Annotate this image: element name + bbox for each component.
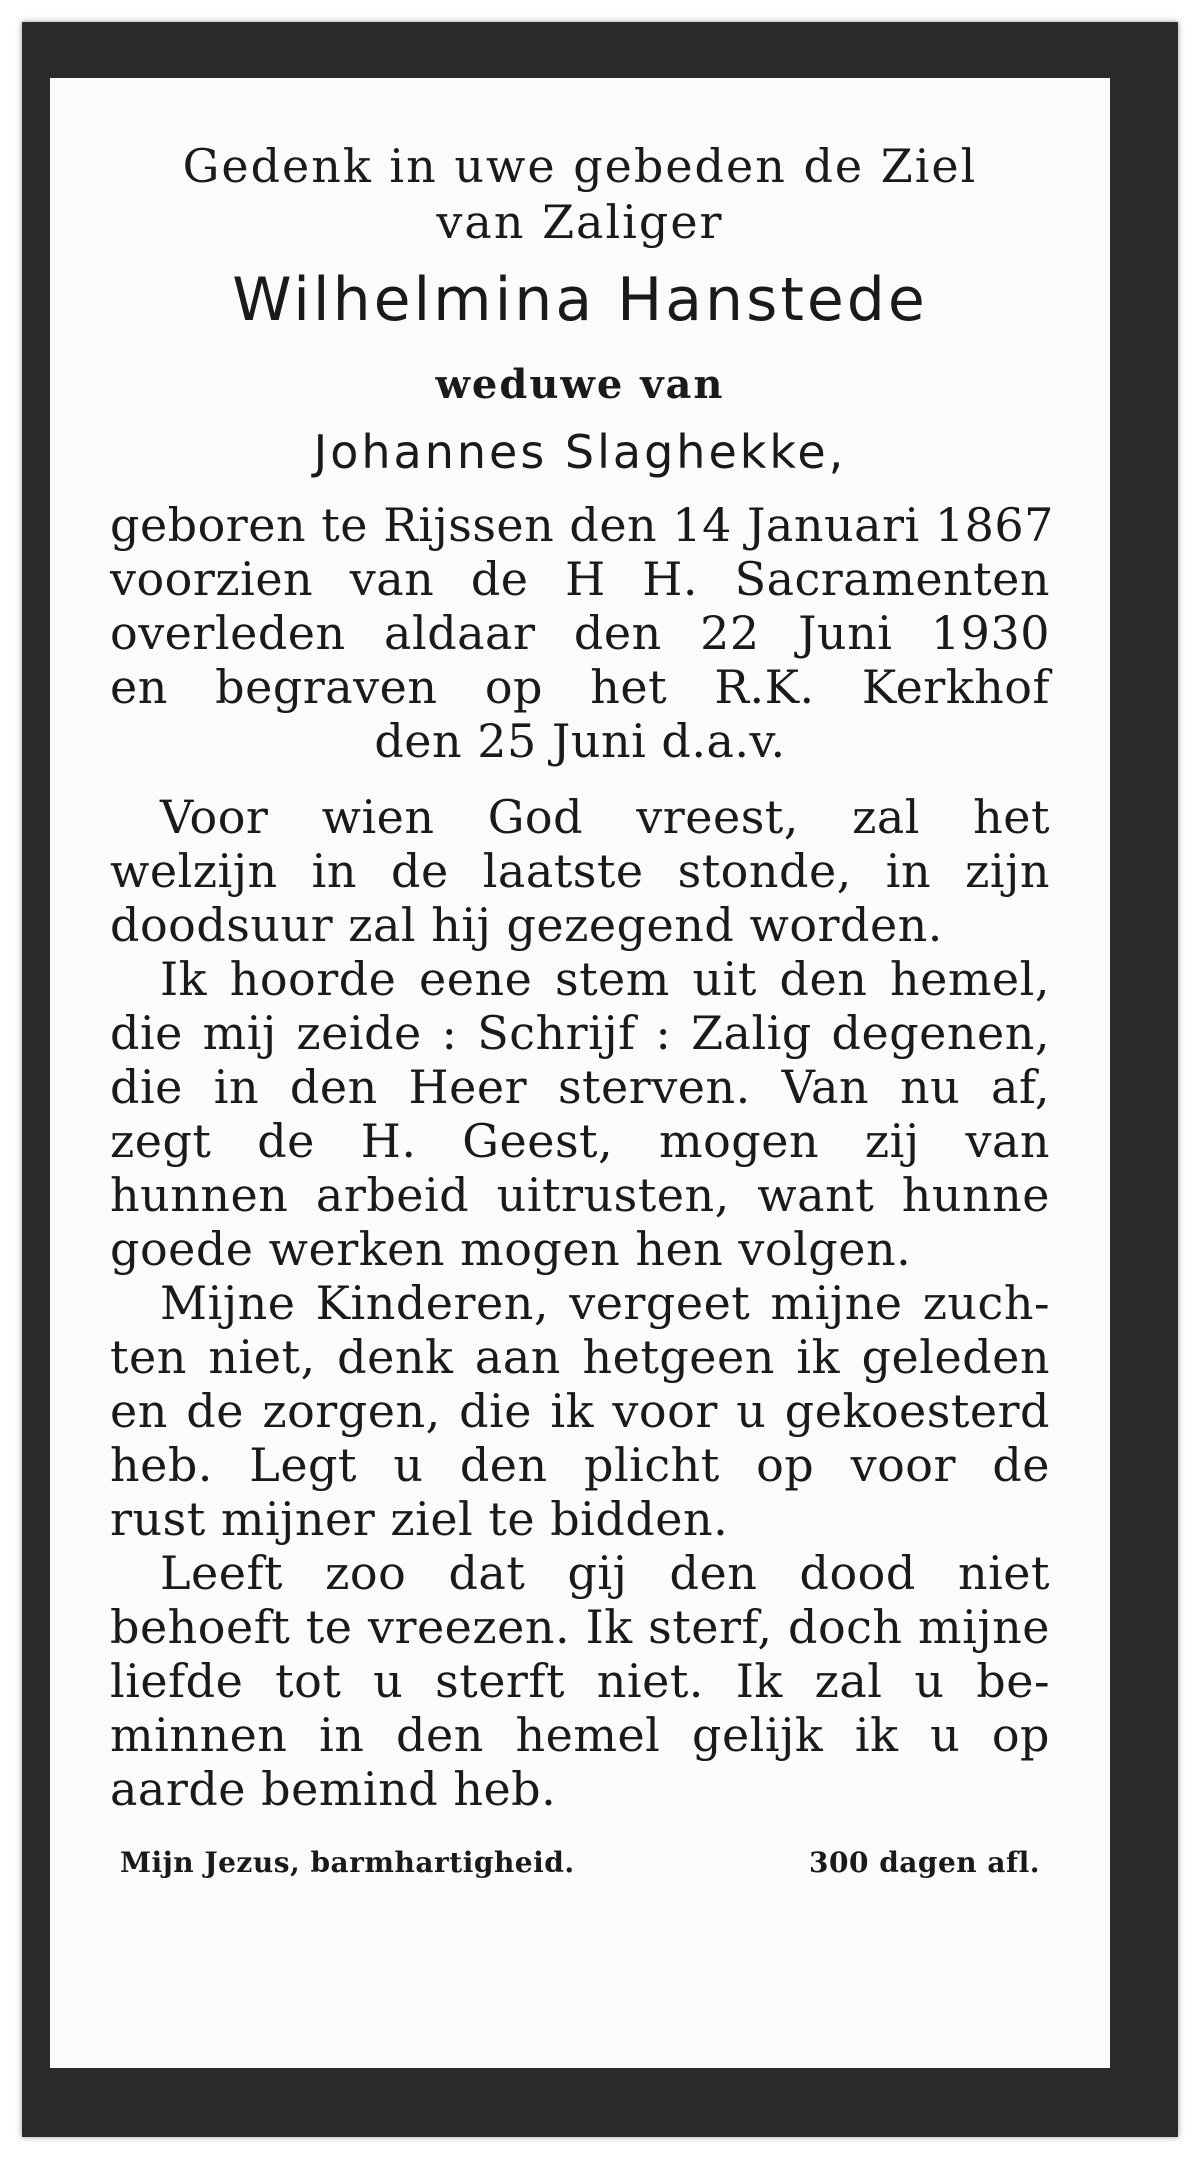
text-line: welzijn in de laatste stonde, in zijn <box>110 844 1050 898</box>
text-line: minnen in den hemel gelijk ik u op <box>110 1708 1050 1762</box>
text-line: rust mijner ziel te bidden. <box>110 1492 729 1546</box>
detail-line: den 25 Juni d.a.v. <box>374 714 786 768</box>
detail-line: en begraven op het R.K. Kerkhof <box>110 660 1050 714</box>
paragraph-3 <box>110 1276 1050 1546</box>
text-line: die mij zeide : Schrijf : Zalig degenen, <box>110 1006 1050 1060</box>
text-line: liefde tot u sterft niet. Ik zal u be- <box>110 1654 1050 1708</box>
paragraph-2 <box>110 952 1050 1276</box>
text-line: die in den Heer sterven. Van nu af, <box>110 1060 1050 1114</box>
text-line: Voor wien God vreest, zal het <box>160 790 1050 844</box>
text-line: behoeft te vreezen. Ik sterf, doch mijne <box>110 1600 1050 1654</box>
text-line: zegt de H. Geest, mogen zij van <box>110 1114 1050 1168</box>
relation-text: weduwe van <box>435 361 725 408</box>
prayer-card-content <box>50 78 1110 2068</box>
paragraph-1 <box>110 790 1050 952</box>
text-line: doodsuur zal hij gezegend worden. <box>110 898 943 952</box>
text-line: heb. Legt u den plicht op voor de <box>110 1438 1050 1492</box>
footer-prayer: Mijn Jezus, barmhartigheid. <box>120 1846 575 1879</box>
footer-indulgence: 300 dagen afl. <box>809 1846 1040 1879</box>
header-line-1: Gedenk in uwe gebeden de Ziel <box>182 139 978 193</box>
text-line: aarde bemind heb. <box>110 1762 557 1816</box>
detail-line: overleden aldaar den 22 Juni 1930 <box>110 606 1050 660</box>
details-block <box>110 498 1054 768</box>
text-line: Ik hoorde eene stem uit den hemel, <box>160 952 1050 1006</box>
footer <box>110 1846 1050 1879</box>
text-line: hunnen arbeid uitrusten, want hunne <box>110 1168 1050 1222</box>
text-line: Leeft zoo dat gij den dood niet <box>160 1546 1050 1600</box>
detail-line: voorzien van de H H. Sacramenten <box>110 552 1050 606</box>
text-line: ten niet, denk aan hetgeen ik geleden <box>110 1330 1050 1384</box>
spouse-name: Johannes Slaghekke, <box>313 425 847 479</box>
header <box>110 138 1050 250</box>
text-line: goede werken mogen hen volgen. <box>110 1222 912 1276</box>
detail-line: geboren te Rijssen den 14 Januari 1867 <box>110 498 1054 552</box>
header-line-2: van Zaliger <box>436 195 724 249</box>
text-line: Mijne Kinderen, vergeet mijne zuch- <box>160 1276 1050 1330</box>
paragraph-4 <box>110 1546 1050 1816</box>
text-line: en de zorgen, die ik voor u gekoesterd <box>110 1384 1050 1438</box>
deceased-name: Wilhelmina Hanstede <box>232 265 928 335</box>
